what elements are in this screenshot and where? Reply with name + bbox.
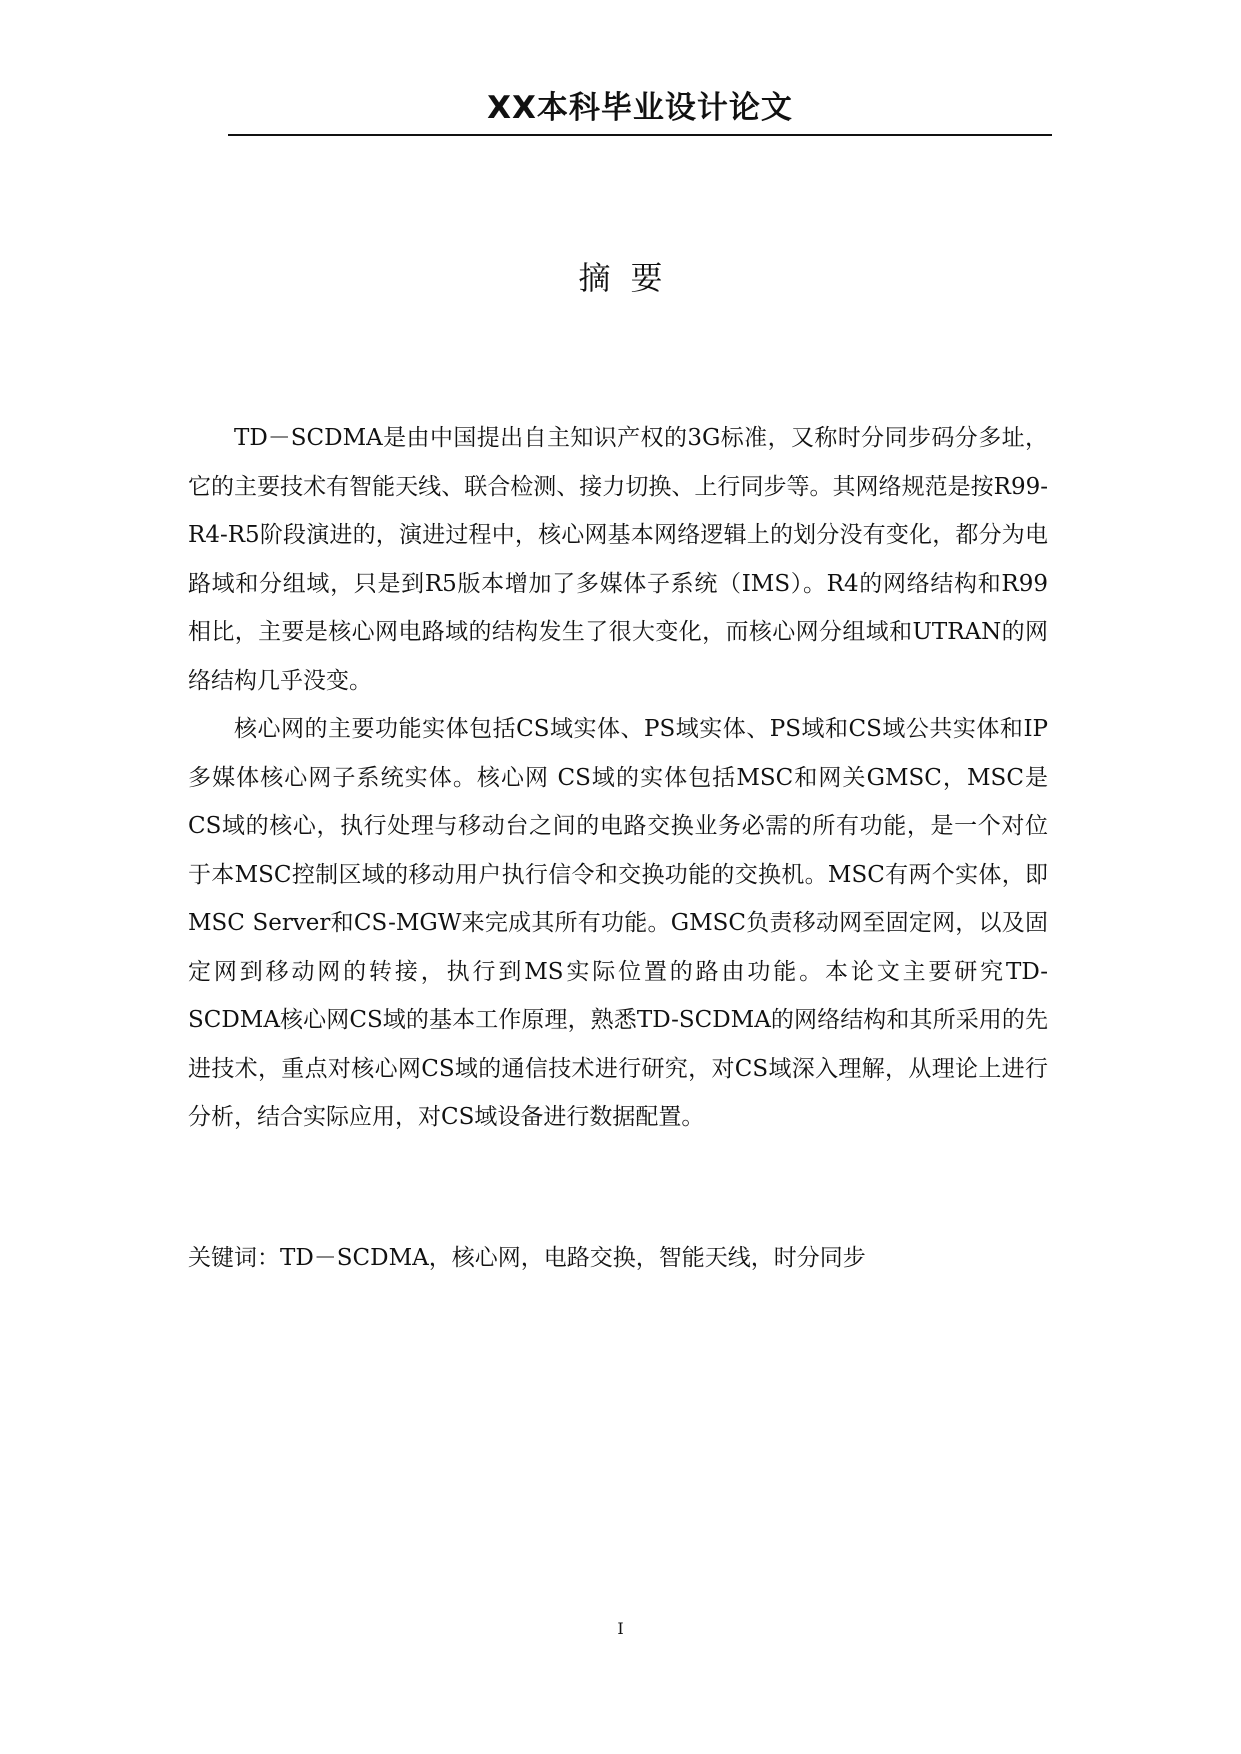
header-rule [228, 134, 1052, 136]
abstract-body [188, 414, 1048, 1142]
page-number: I [617, 1619, 624, 1638]
keywords-label: 关键词： [188, 1245, 280, 1271]
keywords-line [188, 1238, 1048, 1278]
running-header-title: XX本科毕业设计论文 [487, 90, 793, 126]
abstract-paragraph-1: TD－SCDMA是由中国提出自主知识产权的3G标准，又称时分同步码分多址，它的主要技术有智能天线、联合检测、接力切换、上行同步等。其网络规范是按R99-R4-R5阶段演进的，演进过程中，核心网基本网络逻辑上的划分没有变化，都分为电路域和分组域，只是到R5版本增加了多媒体子系统（IMS）。R4的网络结构和R99相比，主要是核心网电路域的结构发生了很大变化，而核心网分组域和UTRAN的网络结构几乎没变。 [188, 425, 1048, 694]
keywords-text: TD－SCDMA，核心网，电路交换，智能天线，时分同步 [280, 1245, 866, 1271]
abstract-title: 摘要 [578, 259, 683, 297]
abstract-paragraph-2: 核心网的主要功能实体包括CS域实体、PS域实体、PS域和CS域公共实体和IP多媒体核心网子系统实体。核心网 CS域的实体包括MSC和网关GMSC，MSC是CS域的核心，执行处理与移动台之间的电路交换业务必需的所有功能，是一个对位于本MSC控制区域的移动用户执行信令和交换功能的交换机。MSC有两个实体，即MSC Server和CS-MGW来完成其所有功能。GMSC负责移动网至固定网，以及固定网到移动网的转接，执行到MS实际位置的路由功能。本论文主要研究TD-SCDMA核心网CS域的基本工作原理，熟悉TD-SCDMA的网络结构和其所采用的先进技术，重点对核心网CS域的通信技术进行研究，对CS域深入理解，从理论上进行分析，结合实际应用，对CS域设备进行数据配置。 [188, 716, 1048, 1130]
